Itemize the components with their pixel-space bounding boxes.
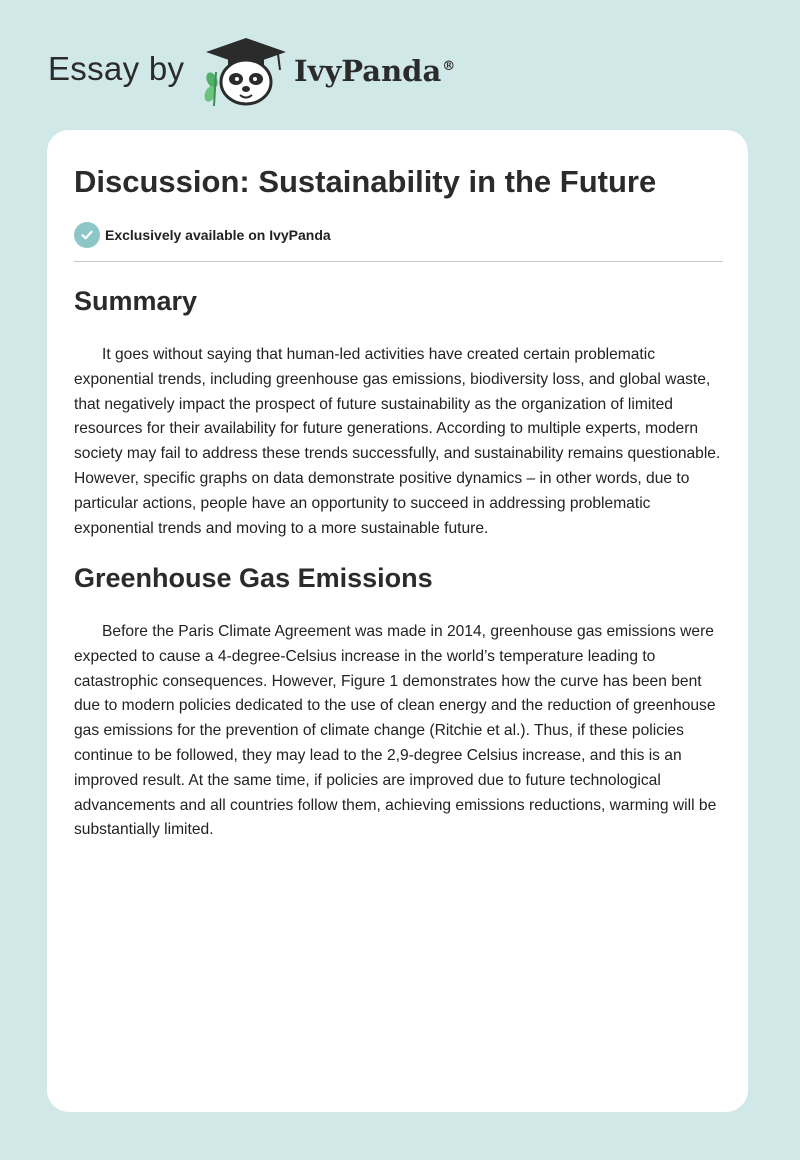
check-circle-icon [74,222,100,248]
site-header [0,0,800,130]
brand-name[interactable] [294,54,455,88]
section-paragraph-summary: It goes without saying that human-led activities have created certain problematic exponential trends, including greenhouse gas emissions, biodiversity loss, and global waste, that negatively impact the prospect of future sustainability as the organization of limited resources for their availability for future generations. According to multiple experts, modern society may fail to address these trends successfully, and sustainability remains questionable. However, specific graphs on data demonstrate positive dynamics – in other words, due to particular actions, people have an opportunity to succeed in addressing problematic exponential trends and moving to a more sustainable future. [74,346,721,537]
section-heading-summary: Summary [74,286,198,316]
page-title: Discussion: Sustainability in the Future [74,164,657,199]
section-heading-greenhouse: Greenhouse Gas Emissions [74,563,433,593]
essay-card [47,130,748,1112]
exclusive-badge [74,222,331,248]
registered-mark: ® [442,59,456,75]
brand-name-text: IvyPanda [294,54,442,88]
divider [74,261,723,262]
section-paragraph-greenhouse: Before the Paris Climate Agreement was made in 2014, greenhouse gas emissions were expected to cause a 4-degree-Celsius increase in the world’s temperature leading to catastrophic consequences. However, Figure 1 demonstrates how the curve has been bent due to modern policies dedicated to the use of clean energy and the reduction of greenhouse gas emissions for the prevention of climate change (Ritchie et al.). Thus, if these policies continue to be followed, they may lead to the 2,9-degree Celsius increase, and this is an improved result. At the same time, if policies are improved due to future technological advancements and all countries follow them, achieving emissions reductions, warming will be substantially limited. [74,623,717,839]
essay-by-label: Essay by [48,50,185,87]
exclusive-badge-text: Exclusively available on IvyPanda [105,227,331,243]
panda-graduate-icon[interactable] [200,36,292,110]
